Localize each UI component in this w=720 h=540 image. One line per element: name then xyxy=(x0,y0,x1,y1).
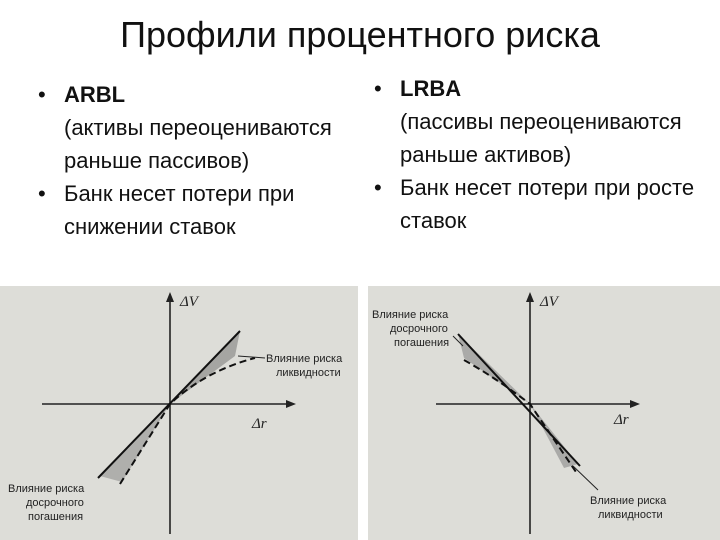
lrba-profile-diagram xyxy=(368,286,720,540)
arbl-liquidity-label-2: ликвидности xyxy=(276,367,341,379)
lrba-solid-line xyxy=(458,334,580,466)
left-heading-note: (активы переоцениваются раньше пассивов) xyxy=(64,115,332,173)
lrba-diagram-svg xyxy=(368,286,720,540)
lrba-liquidity-label-2: ликвидности xyxy=(598,509,663,521)
arbl-liquidity-pointer xyxy=(238,356,265,358)
left-bullet-list xyxy=(28,78,348,243)
lrba-x-arrow-icon xyxy=(630,400,640,408)
left-heading-label: ARBL xyxy=(64,82,126,107)
lrba-prepayment-label-1: Влияние риска xyxy=(372,309,449,321)
arbl-diagram-svg xyxy=(0,286,358,540)
right-bullet-list xyxy=(364,72,709,237)
arbl-prepayment-label-3: погашения xyxy=(28,511,84,523)
arbl-y-arrow-icon xyxy=(166,292,174,302)
arbl-x-axis-label: Δr xyxy=(252,416,267,432)
arbl-liquidity-label-1: Влияние риска xyxy=(266,353,343,365)
right-bullet-loss: • Банк несет потери при росте ставок xyxy=(364,171,709,237)
left-bullet-heading xyxy=(28,78,348,177)
slide-title: Профили процентного риска xyxy=(120,14,600,55)
arbl-x-arrow-icon xyxy=(286,400,296,408)
lrba-y-axis-label: ΔV xyxy=(540,294,558,310)
arbl-dashed-curve xyxy=(120,358,255,484)
arbl-y-axis-label: ΔV xyxy=(180,294,198,310)
arbl-prepayment-label-1: Влияние риска xyxy=(8,483,85,495)
lrba-liquidity-label-1: Влияние риска xyxy=(590,495,667,507)
lrba-liquidity-pointer xyxy=(573,466,598,490)
lrba-prepayment-label-3: погашения xyxy=(394,337,450,349)
left-bullet-loss: • Банк несет потери при снижении ставок xyxy=(28,177,348,243)
arbl-prepayment-label-2: досрочного xyxy=(26,497,84,509)
arbl-profile-diagram xyxy=(0,286,358,540)
lrba-x-axis-label: Δr xyxy=(614,412,629,428)
right-heading-note: (пассивы переоцениваются раньше активов) xyxy=(400,109,682,167)
right-heading-label: LRBA xyxy=(400,76,462,101)
lrba-y-arrow-icon xyxy=(526,292,534,302)
right-bullet-heading xyxy=(364,72,709,171)
lrba-prepayment-label-2: досрочного xyxy=(390,323,448,335)
